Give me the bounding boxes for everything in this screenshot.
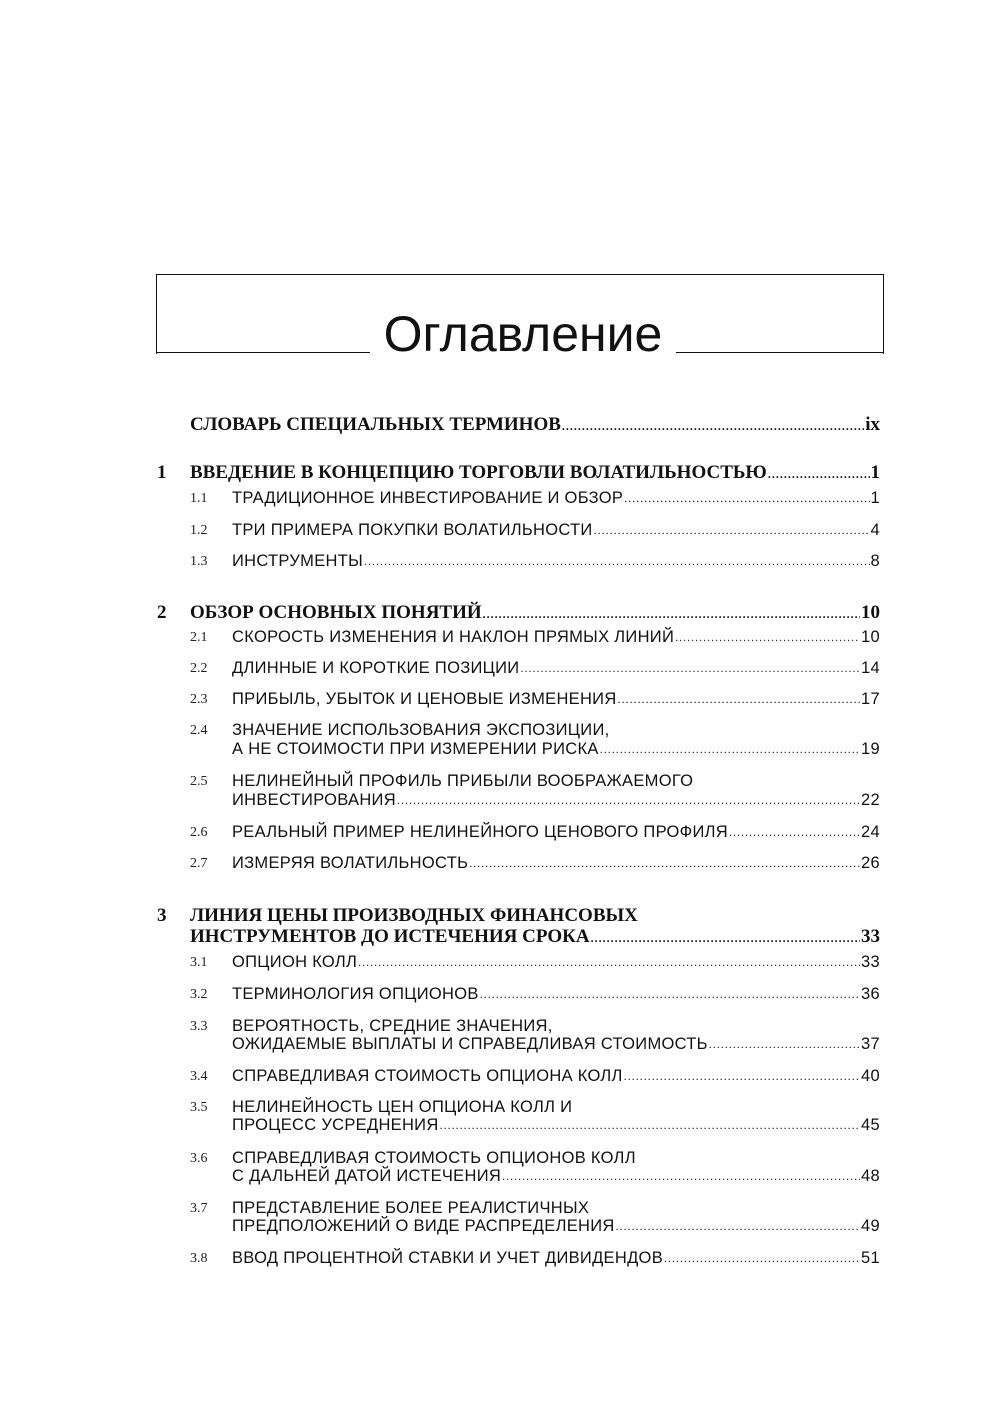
toc-entry-label: ОЖИДАЕМЫЕ ВЫПЛАТЫ И СПРАВЕДЛИВАЯ СТОИМОСТЬ — [232, 1035, 708, 1053]
section-number: 3.3 — [190, 1019, 208, 1034]
dot-leader — [480, 986, 860, 1004]
toc-entry-line: НЕЛИНЕЙНЫЙ ПРОФИЛЬ ПРИБЫЛИ ВООБРАЖАЕМОГО — [232, 772, 694, 790]
toc-page-number: 8 — [870, 552, 880, 570]
toc-entry-section-3-4[interactable] — [232, 1066, 880, 1086]
section-number: 2.2 — [190, 661, 208, 676]
section-number: 1.2 — [190, 523, 208, 538]
section-number: 3.8 — [190, 1251, 208, 1266]
toc-entry-line: ПРЕДСТАВЛЕНИЕ БОЛЕЕ РЕАЛИСТИЧНЫХ — [232, 1199, 590, 1217]
toc-entry-section-3-3[interactable] — [232, 1034, 880, 1054]
dot-leader — [483, 606, 860, 624]
section-number: 1.3 — [190, 554, 208, 569]
section-number: 2.3 — [190, 692, 208, 707]
toc-entry-label: ПРОЦЕСС УСРЕДНЕНИЯ — [232, 1116, 439, 1134]
dot-leader — [594, 522, 870, 540]
toc-entry-label: С ДАЛЬНЕЙ ДАТОЙ ИСТЕЧЕНИЯ — [232, 1167, 502, 1185]
toc-page-number: 49 — [861, 1217, 880, 1235]
toc-entry-label: ОБЗОР ОСНОВНЫХ ПОНЯТИЙ — [190, 602, 482, 623]
section-number: 2.6 — [190, 825, 208, 840]
section-number: 2.4 — [190, 723, 208, 738]
dot-leader — [562, 418, 864, 436]
toc-page-number: 36 — [861, 985, 880, 1003]
dot-leader — [664, 1250, 860, 1268]
toc-entry-section-2-1[interactable] — [232, 627, 880, 647]
toc-entry-line: ВЕРОЯТНОСТЬ, СРЕДНИЕ ЗНАЧЕНИЯ, — [232, 1017, 553, 1035]
toc-entry-line: СПРАВЕДЛИВАЯ СТОИМОСТЬ ОПЦИОНОВ КОЛЛ — [232, 1149, 636, 1167]
dot-leader — [675, 629, 860, 647]
dot-leader — [709, 1036, 860, 1054]
toc-entry-section-3-6[interactable] — [232, 1166, 880, 1186]
toc-entry-section-2-6[interactable] — [232, 822, 880, 842]
toc-page-number: 14 — [861, 659, 880, 677]
toc-page-number: ix — [865, 414, 880, 435]
toc-page-number: 10 — [861, 602, 880, 623]
toc-entry-section-3-1[interactable] — [232, 952, 880, 972]
chapter-number: 2 — [157, 602, 167, 623]
toc-entry-label: ТЕРМИНОЛОГИЯ ОПЦИОНОВ — [232, 985, 479, 1003]
toc-entry-section-2-7[interactable] — [232, 853, 880, 873]
toc-page-number: 51 — [861, 1249, 880, 1267]
toc-entry-section-3-7[interactable] — [232, 1216, 880, 1236]
toc-entry-section-1-1[interactable] — [232, 488, 880, 508]
toc-page-number: 24 — [861, 823, 880, 841]
toc-entry-section-3-5[interactable] — [232, 1115, 880, 1135]
dot-leader — [616, 1218, 860, 1236]
toc-entry-chapter-3[interactable] — [190, 926, 880, 948]
toc-entry-glossary[interactable] — [190, 414, 880, 436]
toc-page-number: 33 — [861, 953, 880, 971]
dot-leader — [591, 930, 860, 948]
section-number: 3.4 — [190, 1069, 208, 1084]
toc-entry-label: ИНСТРУМЕНТЫ — [232, 552, 363, 570]
page-title: Оглавление — [370, 302, 676, 366]
toc-entry-section-2-2[interactable] — [232, 658, 880, 678]
section-number: 3.1 — [190, 955, 208, 970]
toc-entry-label: ИНВЕСТИРОВАНИЯ — [232, 791, 396, 809]
dot-leader — [364, 553, 870, 571]
dot-leader — [768, 466, 870, 484]
toc-entry-label: ИНСТРУМЕНТОВ ДО ИСТЕЧЕНИЯ СРОКА — [190, 926, 590, 947]
section-number: 3.5 — [190, 1100, 208, 1115]
toc-page-number: 48 — [861, 1167, 880, 1185]
toc-entry-label: ВВЕДЕНИЕ В КОНЦЕПЦИЮ ТОРГОВЛИ ВОЛАТИЛЬНОСТЬЮ — [190, 462, 767, 483]
dot-leader — [600, 741, 860, 759]
dot-leader — [440, 1117, 860, 1135]
toc-page-number: 33 — [861, 926, 880, 947]
section-number: 2.1 — [190, 630, 208, 645]
toc-page-number: 1 — [870, 489, 880, 507]
toc-entry-label: ВВОД ПРОЦЕНТНОЙ СТАВКИ И УЧЕТ ДИВИДЕНДОВ — [232, 1249, 663, 1267]
dot-leader — [618, 691, 860, 709]
toc-page-number: 1 — [870, 462, 880, 483]
section-number: 1.1 — [190, 491, 208, 506]
chapter-number: 3 — [157, 905, 167, 926]
dot-leader — [624, 1068, 860, 1086]
section-number: 3.2 — [190, 987, 208, 1002]
dot-leader — [469, 855, 860, 873]
toc-entry-section-2-5[interactable] — [232, 790, 880, 810]
toc-entry-label: СЛОВАРЬ СПЕЦИАЛЬНЫХ ТЕРМИНОВ — [190, 414, 561, 435]
toc-entry-section-1-2[interactable] — [232, 520, 880, 540]
toc-page-number: 4 — [870, 521, 880, 539]
toc-entry-section-2-4[interactable] — [232, 739, 880, 759]
toc-entry-label: СПРАВЕДЛИВАЯ СТОИМОСТЬ ОПЦИОНА КОЛЛ — [232, 1067, 623, 1085]
section-number: 2.7 — [190, 856, 208, 871]
toc-page-number: 26 — [861, 854, 880, 872]
toc-entry-section-3-8[interactable] — [232, 1248, 880, 1268]
toc-entry-line: ЛИНИЯ ЦЕНЫ ПРОИЗВОДНЫХ ФИНАНСОВЫХ — [190, 905, 638, 926]
toc-entry-label: А НЕ СТОИМОСТИ ПРИ ИЗМЕРЕНИИ РИСКА — [232, 740, 599, 758]
dot-leader — [358, 954, 860, 972]
toc-entry-chapter-2[interactable] — [190, 602, 880, 624]
dot-leader — [729, 824, 860, 842]
toc-entry-label: ОПЦИОН КОЛЛ — [232, 953, 358, 971]
toc-page-number: 40 — [861, 1067, 880, 1085]
toc-page-number: 17 — [861, 690, 880, 708]
section-number: 3.7 — [190, 1201, 208, 1216]
toc-page-number: 45 — [861, 1116, 880, 1134]
section-number: 2.5 — [190, 774, 208, 789]
dot-leader — [397, 792, 860, 810]
toc-entry-section-2-3[interactable] — [232, 689, 880, 709]
section-number: 3.6 — [190, 1151, 208, 1166]
toc-page-number: 19 — [861, 740, 880, 758]
toc-entry-label: РЕАЛЬНЫЙ ПРИМЕР НЕЛИНЕЙНОГО ЦЕНОВОГО ПРОФИЛЯ — [232, 823, 728, 841]
toc-entry-label: ПРИБЫЛЬ, УБЫТОК И ЦЕНОВЫЕ ИЗМЕНЕНИЯ — [232, 690, 617, 708]
toc-entry-line: НЕЛИНЕЙНОСТЬ ЦЕН ОПЦИОНА КОЛЛ И — [232, 1098, 573, 1116]
toc-entry-label: ПРЕДПОЛОЖЕНИЙ О ВИДЕ РАСПРЕДЕЛЕНИЯ — [232, 1217, 615, 1235]
toc-page-number: 37 — [861, 1035, 880, 1053]
toc-entry-line: ЗНАЧЕНИЕ ИСПОЛЬЗОВАНИЯ ЭКСПОЗИЦИИ, — [232, 721, 610, 739]
toc-entry-label: ИЗМЕРЯЯ ВОЛАТИЛЬНОСТЬ — [232, 854, 469, 872]
toc-entry-label: ДЛИННЫЕ И КОРОТКИЕ ПОЗИЦИИ — [232, 659, 520, 677]
dot-leader — [520, 660, 860, 678]
toc-entry-section-3-2[interactable] — [232, 984, 880, 1004]
dot-leader — [502, 1168, 860, 1186]
toc-entry-label: ТРИ ПРИМЕРА ПОКУПКИ ВОЛАТИЛЬНОСТИ — [232, 521, 593, 539]
toc-page-number: 22 — [861, 791, 880, 809]
dot-leader — [624, 490, 869, 508]
toc-entry-label: СКОРОСТЬ ИЗМЕНЕНИЯ И НАКЛОН ПРЯМЫХ ЛИНИЙ — [232, 628, 675, 646]
chapter-number: 1 — [157, 462, 167, 483]
toc-entry-section-1-3[interactable] — [232, 551, 880, 571]
toc-page-number: 10 — [861, 628, 880, 646]
toc-entry-chapter-1[interactable] — [190, 462, 880, 484]
toc-entry-label: ТРАДИЦИОННОЕ ИНВЕСТИРОВАНИЕ И ОБЗОР — [232, 489, 624, 507]
